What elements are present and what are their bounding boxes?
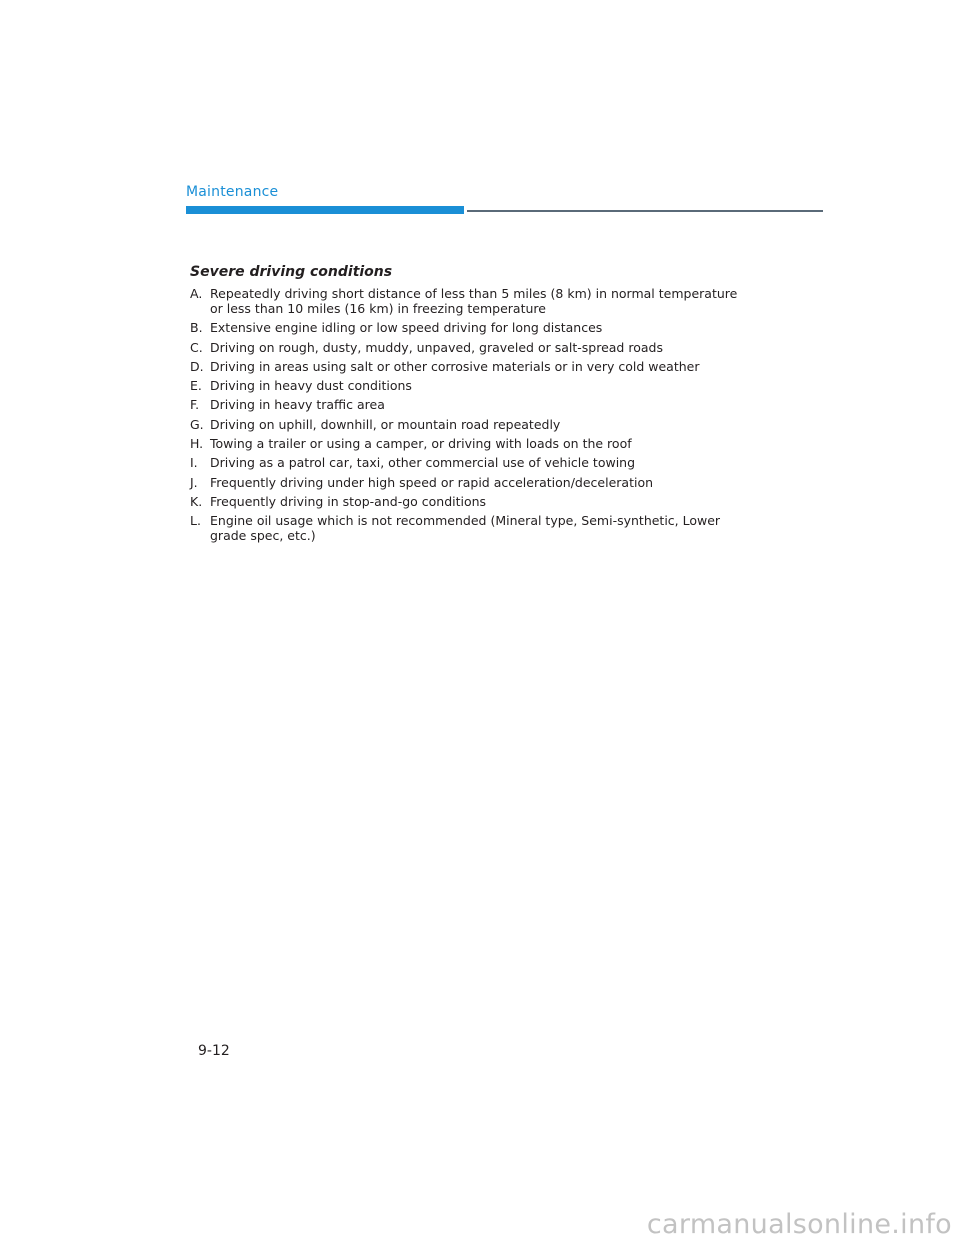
item-text: Driving in heavy dust conditions [210,378,412,394]
item-text: Driving in areas using salt or other corrosive materials or in very cold weather [210,358,700,374]
item-letter: I. [190,455,198,471]
item-text: Frequently driving under high speed or rapid acceleration/deceleration [210,474,654,490]
item-letter: C. [190,339,203,355]
list-item [190,359,750,374]
list-item [190,475,750,490]
item-letter: A. [190,286,203,301]
item-letter: D. [190,358,204,374]
list-item [190,397,750,412]
list-item [190,286,750,316]
list-item [190,378,750,393]
section-title: Maintenance [186,184,279,200]
item-text: Driving as a patrol car, taxi, other commercial use of vehicle towing [210,455,636,471]
list-item [190,340,750,355]
item-letter: K. [190,493,203,509]
list-item [190,320,750,335]
item-text: Extensive engine idling or low speed driving for long distances [210,320,603,336]
watermark: carmanualsonline.info [646,1209,952,1240]
item-letter: F. [190,397,200,413]
list-item [190,455,750,470]
list-item [190,436,750,451]
header-rule [467,210,823,212]
item-text: Towing a trailer or using a camper, or driving with loads on the roof [210,436,632,452]
list-item [190,417,750,432]
list-item [190,494,750,509]
page-heading: Severe driving conditions [190,264,393,280]
item-letter: B. [190,320,203,336]
item-letter: L. [190,513,201,529]
item-letter: G. [190,416,204,432]
item-text: Repeatedly driving short distance of less than 5 miles (8 km) in normal temperature or less than 10 miles (16 km) in freezing temperature [210,286,738,316]
item-text: Driving on uphill, downhill, or mountain road repeatedly [210,416,561,432]
item-text: Driving on rough, dusty, muddy, unpaved, graveled or salt-spread roads [210,339,663,355]
item-letter: E. [190,378,202,394]
header-accent-bar [186,206,464,214]
item-letter: J. [190,474,198,490]
list-item [190,513,750,543]
item-text: Frequently driving in stop-and-go conditions [210,493,487,509]
item-text: Engine oil usage which is not recommended (Mineral type, Semi-synthetic, Lower grade spec, etc.) [210,513,721,544]
item-letter: H. [190,436,204,452]
item-text: Driving in heavy traffic area [210,397,385,413]
page-number: 9-12 [198,1043,230,1059]
conditions-list [190,286,750,548]
